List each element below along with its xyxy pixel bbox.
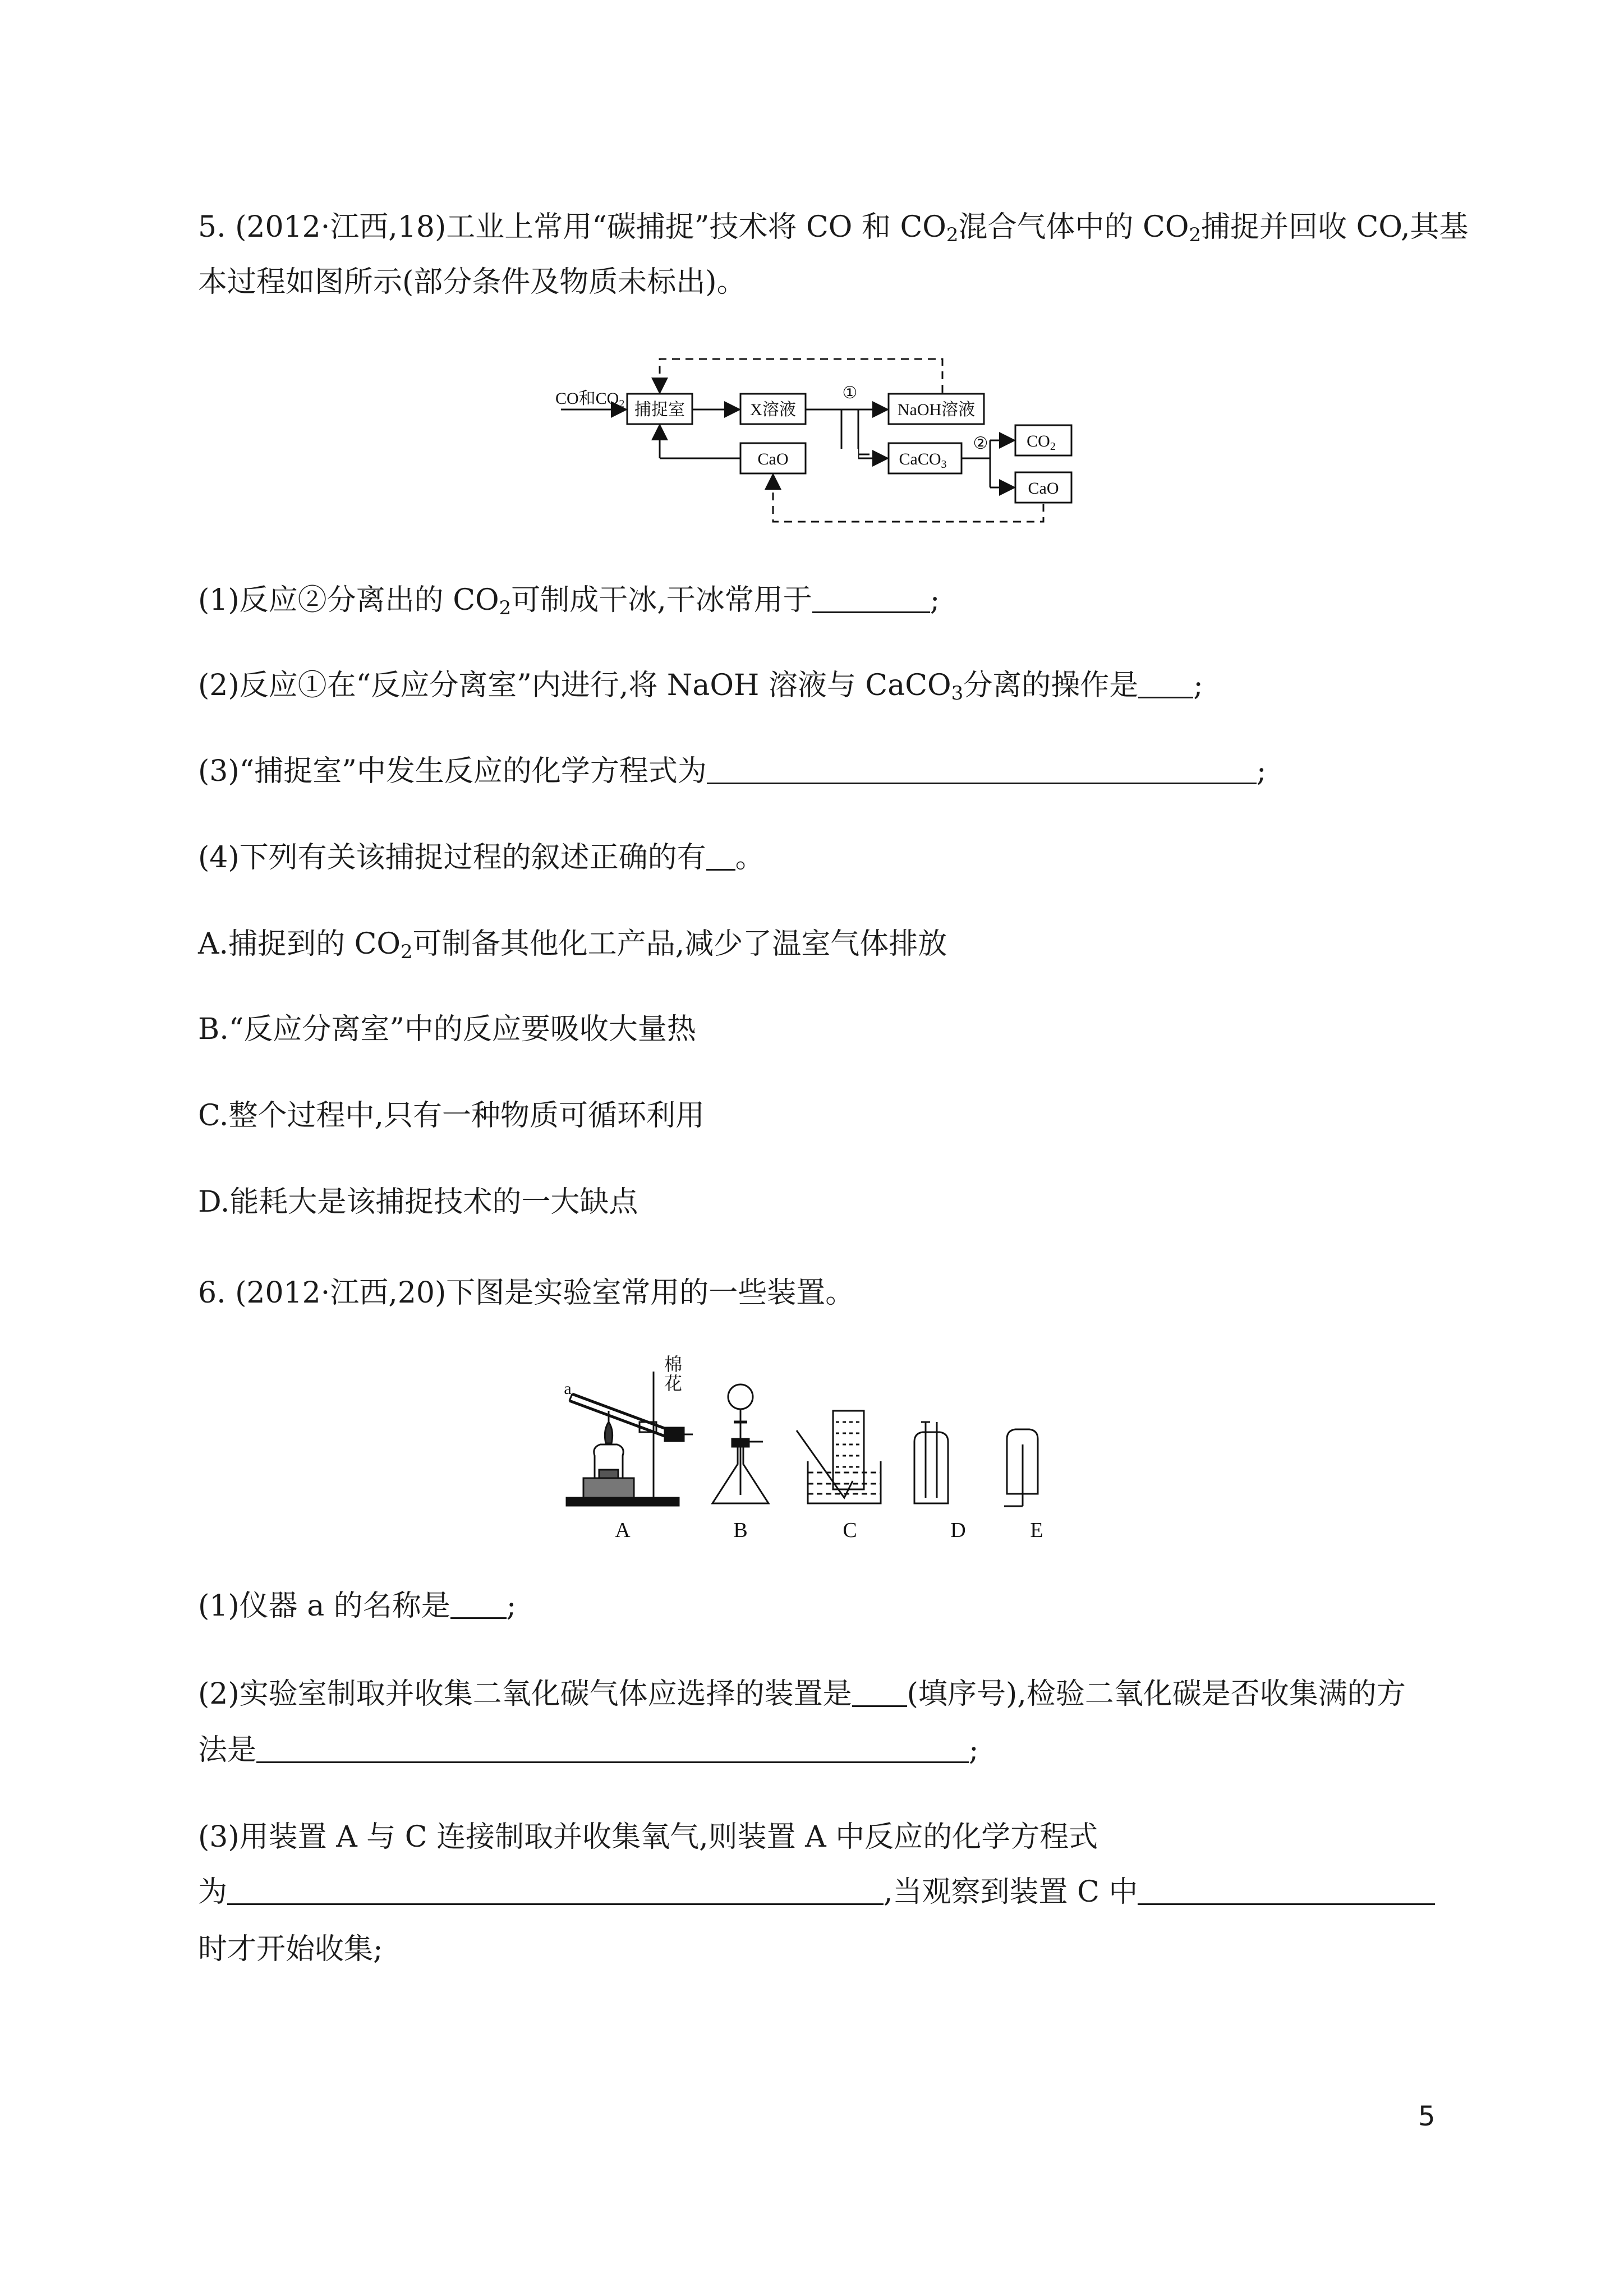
q5-intro-line1 — [198, 208, 1469, 247]
answer-blank[interactable] — [707, 753, 1257, 784]
q6-intro — [198, 1273, 854, 1313]
q5-option-a — [198, 924, 947, 964]
q6-part3-text: ,当观察到装置 C 中 — [884, 1875, 1138, 1909]
instrument-a-label: a — [564, 1379, 572, 1398]
answer-blank[interactable] — [1138, 1874, 1435, 1905]
subscript: 2 — [1189, 224, 1202, 246]
option-text: 可制备其他化工产品,减少了温室气体排放 — [412, 927, 947, 961]
cotton-label: 棉 — [664, 1354, 683, 1374]
punctuation: ; — [930, 583, 940, 617]
subscript: 2 — [401, 941, 413, 963]
label-a: A — [615, 1519, 631, 1542]
apparatus-c — [797, 1411, 881, 1503]
q6-part2-text: (2)实验室制取并收集二氧化碳气体应选择的装置是 — [198, 1677, 852, 1711]
q5-part4-text: (4)下列有关该捕捉过程的叙述正确的有 — [198, 841, 706, 875]
reaction-1-mark: ① — [842, 384, 858, 402]
caco3-label: CaCO$_3$ — [899, 450, 947, 471]
q5-option-d — [198, 1182, 638, 1222]
apparatus-e — [1004, 1429, 1038, 1506]
q6-part2-line1 — [198, 1674, 1406, 1714]
answer-blank[interactable] — [256, 1732, 969, 1763]
q6-part3-line1 — [198, 1818, 1098, 1857]
q6-part2-text: 法是 — [198, 1733, 257, 1767]
punctuation: ; — [1193, 669, 1203, 702]
q5-part3 — [198, 752, 1266, 791]
option-text: A.捕捉到的 CO — [198, 927, 401, 961]
apparatus-b — [712, 1384, 769, 1503]
subscript: 3 — [951, 682, 964, 705]
q6-part3-line2 — [198, 1872, 1435, 1912]
q6-part1-text: (1)仪器 a 的名称是 — [198, 1589, 450, 1623]
q5-part1 — [198, 581, 940, 620]
q5-part1-text: 可制成干冰,干冰常用于 — [511, 583, 812, 617]
reaction-2-mark: ② — [973, 434, 988, 453]
q5-part1-text: (1)反应②分离出的 CO — [198, 583, 499, 617]
option-text: B.“反应分离室”中的反应要吸收大量热 — [198, 1013, 696, 1046]
q5-part3-text: (3)“捕捉室”中发生反应的化学方程式为 — [198, 754, 707, 788]
answer-blank[interactable] — [812, 582, 930, 613]
q6-part3-line3 — [198, 1930, 383, 1969]
page-number: 5 — [1418, 2101, 1436, 2132]
punctuation: ; — [1256, 754, 1267, 788]
q5-intro-text: 5. (2012·江西,18)工业上常用“碳捕捉”技术将 CO 和 CO — [198, 210, 946, 244]
punctuation: ; — [506, 1589, 517, 1623]
capture-chamber-label: 捕捉室 — [634, 401, 685, 419]
q6-part3-text: (3)用装置 A 与 C 连接制取并收集氧气,则装置 A 中反应的化学方程式 — [198, 1820, 1098, 1854]
q5-part2-text: 分离的操作是 — [963, 669, 1139, 702]
punctuation: 。 — [735, 841, 765, 875]
cao-right-label: CaO — [1028, 479, 1059, 498]
apparatus-d — [914, 1422, 948, 1503]
subscript: 2 — [499, 597, 512, 619]
input-label: CO和$CO_2$ — [555, 389, 625, 410]
q6-intro-text: 6. (2012·江西,20)下图是实验室常用的一些装置。 — [198, 1276, 855, 1310]
answer-blank[interactable] — [1138, 668, 1193, 698]
q5-option-b — [198, 1010, 696, 1049]
q5-part2-text: (2)反应①在“反应分离室”内进行,将 NaOH 溶液与 CaCO — [198, 669, 951, 702]
option-text: D.能耗大是该捕捉技术的一大缺点 — [198, 1185, 638, 1219]
q5-intro-text: 捕捉并回收 CO,其基 — [1201, 210, 1469, 244]
label-b: B — [733, 1519, 748, 1542]
label-d: D — [950, 1519, 966, 1542]
q5-option-c — [198, 1096, 705, 1135]
q6-part3-text: 为 — [198, 1875, 228, 1909]
co2-label: $CO_2$ — [1027, 432, 1056, 453]
option-text: C.整个过程中,只有一种物质可循环利用 — [198, 1099, 705, 1133]
lab-apparatus-illustration — [555, 1349, 1088, 1543]
cao-left-label: CaO — [757, 450, 789, 468]
answer-blank[interactable] — [227, 1874, 884, 1905]
punctuation: ; — [969, 1733, 979, 1767]
label-c: C — [843, 1519, 857, 1542]
q5-intro-text: 混合气体中的 CO — [958, 210, 1189, 244]
naoh-label: NaOH溶液 — [897, 401, 976, 419]
q5-intro-line2 — [198, 263, 746, 302]
cotton-label: 花 — [664, 1373, 683, 1393]
answer-blank[interactable] — [706, 840, 735, 871]
q6-part2-line2 — [198, 1731, 979, 1770]
q6-part3-text: 时才开始收集; — [198, 1932, 383, 1966]
label-e: E — [1030, 1519, 1043, 1542]
q5-part4 — [198, 838, 765, 877]
q6-part1 — [198, 1586, 516, 1626]
q6-part2-text: (填序号),检验二氧化碳是否收集满的方 — [907, 1677, 1406, 1711]
q5-intro-text: 本过程如图所示(部分条件及物质未标出)。 — [198, 265, 746, 299]
q5-part2 — [198, 666, 1203, 705]
answer-blank[interactable] — [450, 1588, 507, 1619]
carbon-capture-flow-diagram — [555, 348, 1083, 533]
x-solution-label: X溶液 — [750, 401, 796, 419]
subscript: 2 — [946, 224, 959, 246]
answer-blank[interactable] — [852, 1676, 907, 1707]
